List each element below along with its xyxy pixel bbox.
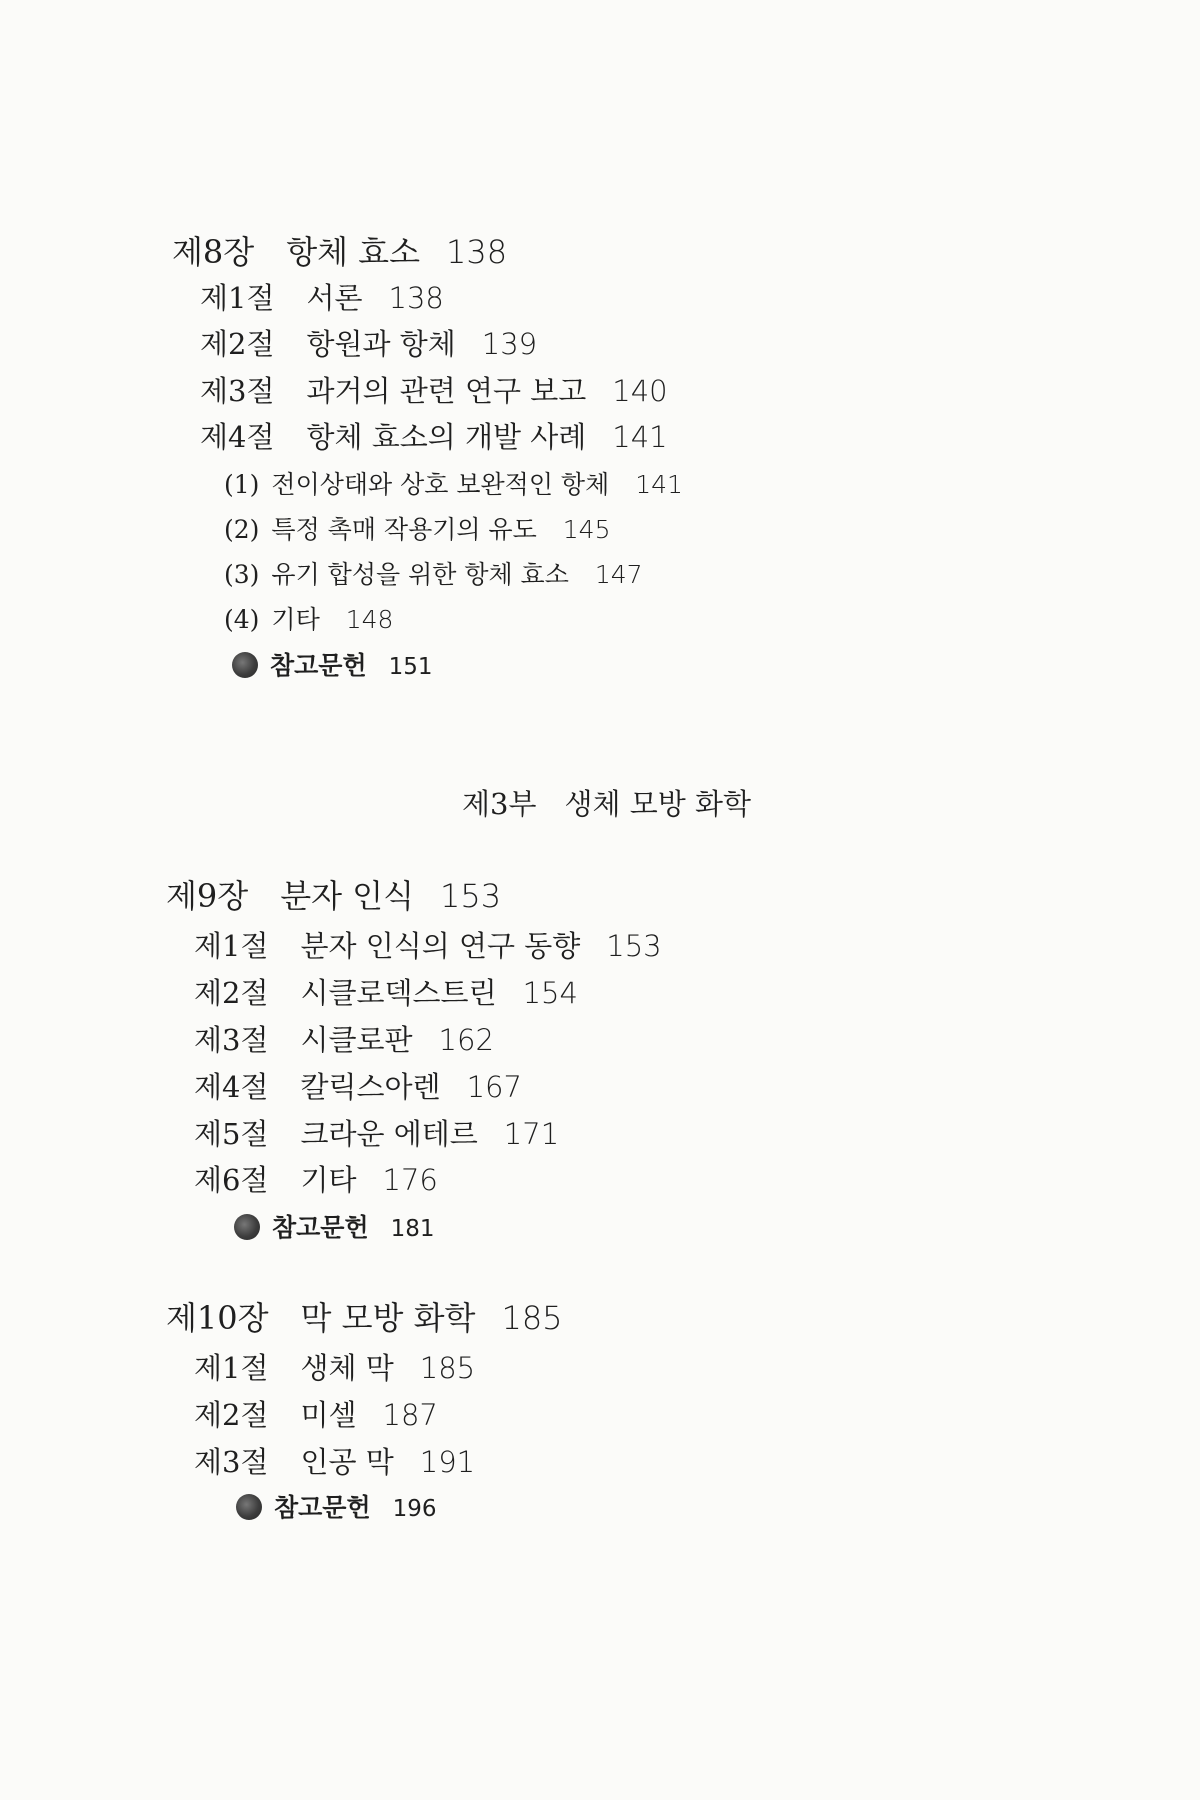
bullet-icon xyxy=(234,1214,260,1240)
section-label: 제2절 xyxy=(194,976,269,1010)
section-label: 제4절 xyxy=(194,1070,269,1104)
chapter-10-heading xyxy=(166,1299,563,1337)
references-title: 참고문헌 xyxy=(270,651,367,680)
section-page: 138 xyxy=(388,281,444,315)
section-entry xyxy=(194,1445,476,1479)
references-entry xyxy=(236,1494,437,1521)
section-entry xyxy=(194,1023,494,1057)
section-entry xyxy=(194,976,578,1010)
section-label: 제5절 xyxy=(194,1117,269,1151)
section-page: 185 xyxy=(419,1351,476,1385)
section-title: 시클로판 xyxy=(300,1023,413,1057)
chapter-label: 제9장 xyxy=(166,877,249,915)
section-page: 187 xyxy=(382,1398,438,1432)
subsection-page: 141 xyxy=(635,470,683,499)
section-title: 기타 xyxy=(300,1163,357,1197)
section-page: 153 xyxy=(606,929,662,963)
section-title: 인공 막 xyxy=(300,1445,394,1479)
part-3-heading xyxy=(462,787,752,821)
section-entry xyxy=(194,1117,560,1151)
bullet-icon xyxy=(232,652,258,678)
section-label: 제2절 xyxy=(194,1398,269,1432)
section-entry xyxy=(194,929,662,963)
section-title: 분자 인식의 연구 동향 xyxy=(300,929,581,963)
section-entry xyxy=(194,1351,476,1385)
section-entry xyxy=(200,281,444,315)
section-label: 제3절 xyxy=(194,1445,269,1479)
section-entry xyxy=(200,374,668,408)
section-title: 과거의 관련 연구 보고 xyxy=(306,374,587,408)
subsection-title: 전이상태와 상호 보완적인 항체 xyxy=(271,470,610,499)
section-label: 제1절 xyxy=(194,1351,269,1385)
chapter-title: 항체 효소 xyxy=(286,233,421,271)
references-entry xyxy=(232,652,433,679)
chapter-label: 제10장 xyxy=(166,1299,269,1337)
section-title: 칼릭스아렌 xyxy=(300,1070,441,1104)
section-page: 167 xyxy=(466,1070,522,1104)
section-page: 141 xyxy=(612,420,668,454)
subsection-label: (4) xyxy=(224,605,260,634)
section-label: 제2절 xyxy=(200,327,275,361)
subsection-label: (2) xyxy=(224,515,260,544)
section-entry xyxy=(194,1163,438,1197)
references-page: 196 xyxy=(392,1496,437,1522)
section-entry xyxy=(194,1398,438,1432)
section-title: 항원과 항체 xyxy=(306,327,456,361)
part-label: 제3부 xyxy=(462,787,537,821)
part-title: 생체 모방 화학 xyxy=(564,787,752,821)
subsection-entry xyxy=(224,562,643,587)
section-label: 제6절 xyxy=(194,1163,269,1197)
subsection-page: 145 xyxy=(562,515,611,544)
references-title: 참고문헌 xyxy=(274,1493,371,1522)
subsection-title: 기타 xyxy=(271,605,320,634)
section-title: 서론 xyxy=(306,281,363,315)
subsection-page: 147 xyxy=(594,560,643,589)
section-label: 제4절 xyxy=(200,420,275,454)
subsection-label: (3) xyxy=(224,560,260,589)
chapter-9-heading xyxy=(166,877,502,915)
section-entry xyxy=(200,420,668,454)
subsection-title: 특정 촉매 작용기의 유도 xyxy=(271,515,537,544)
references-title: 참고문헌 xyxy=(272,1213,369,1242)
section-label: 제1절 xyxy=(200,281,275,315)
section-entry xyxy=(200,327,538,361)
subsection-entry xyxy=(224,517,610,542)
subsection-page: 148 xyxy=(345,605,394,634)
subsection-entry xyxy=(224,472,683,497)
bullet-icon xyxy=(236,1494,262,1520)
section-label: 제3절 xyxy=(194,1023,269,1057)
references-entry xyxy=(234,1214,435,1241)
section-title: 항체 효소의 개발 사례 xyxy=(306,420,587,454)
chapter-title: 분자 인식 xyxy=(280,877,415,915)
chapter-title: 막 모방 화학 xyxy=(300,1299,476,1337)
section-page: 176 xyxy=(382,1163,438,1197)
section-page: 171 xyxy=(503,1117,560,1151)
chapter-page: 138 xyxy=(446,233,508,271)
section-entry xyxy=(194,1070,522,1104)
section-page: 139 xyxy=(481,327,538,361)
section-page: 162 xyxy=(438,1023,494,1057)
subsection-title: 유기 합성을 위한 항체 효소 xyxy=(271,560,569,589)
subsection-label: (1) xyxy=(224,470,260,499)
section-page: 140 xyxy=(612,374,668,408)
chapter-page: 185 xyxy=(501,1299,563,1337)
chapter-page: 153 xyxy=(440,877,502,915)
section-title: 시클로덱스트린 xyxy=(300,976,497,1010)
references-page: 181 xyxy=(390,1216,435,1242)
section-title: 크라운 에테르 xyxy=(300,1117,478,1151)
section-title: 미셀 xyxy=(300,1398,357,1432)
section-title: 생체 막 xyxy=(300,1351,394,1385)
section-page: 191 xyxy=(419,1445,476,1479)
references-page: 151 xyxy=(388,654,433,680)
section-page: 154 xyxy=(522,976,578,1010)
chapter-label: 제8장 xyxy=(172,233,255,271)
subsection-entry xyxy=(224,607,393,632)
section-label: 제3절 xyxy=(200,374,275,408)
chapter-8-heading xyxy=(172,233,508,271)
section-label: 제1절 xyxy=(194,929,269,963)
